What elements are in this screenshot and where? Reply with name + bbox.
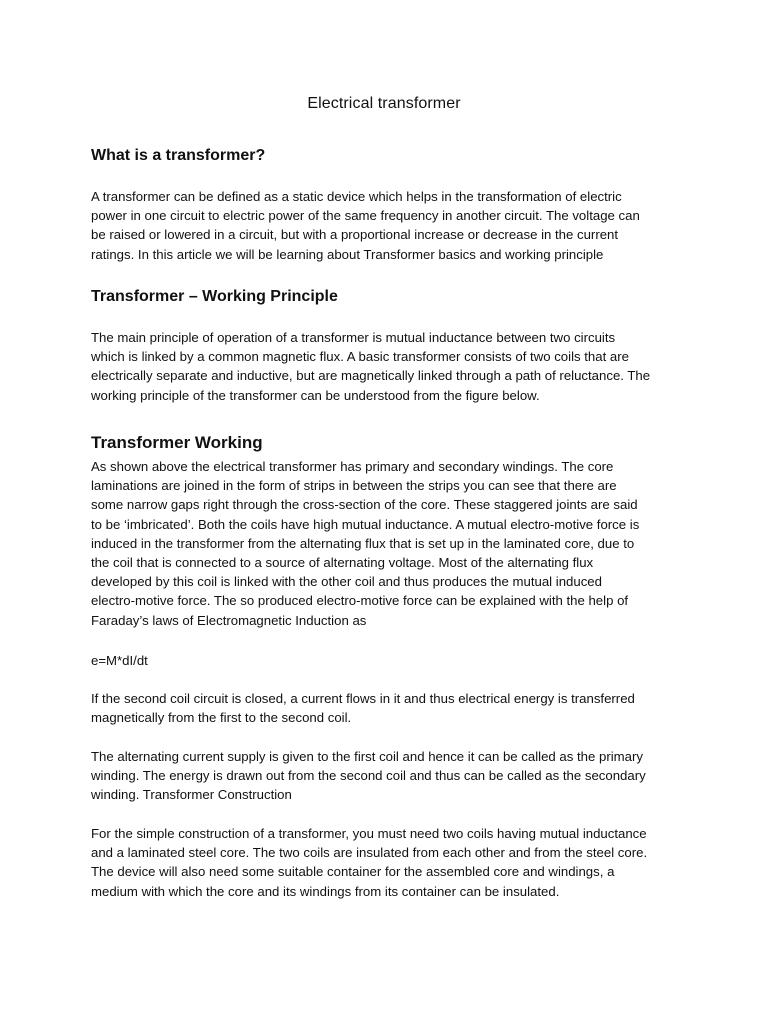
- text-line: which is linked by a common magnetic flux. A basic transformer consists of two coils that are: [91, 349, 629, 365]
- page-title: Electrical transformer: [307, 95, 461, 112]
- text-line: winding. Transformer Construction: [91, 787, 292, 803]
- formula-emf: [91, 651, 691, 670]
- text-line: laminations are joined in the form of strips in between the strips you can see that there are: [91, 478, 617, 494]
- paragraph-definition: [91, 187, 691, 264]
- text-line: developed by this coil is linked with the other coil and thus produces the mutual induced: [91, 574, 602, 590]
- paragraph-second-coil: [91, 689, 691, 727]
- text-line: The device will also need some suitable container for the assembled core and windings, a: [91, 864, 615, 880]
- text-line: working principle of the transformer can be understood from the figure below.: [91, 387, 540, 403]
- text-line: the coil that is connected to a source of alternating voltage. Most of the alternating flux: [91, 555, 594, 571]
- text-line: electrically separate and inductive, but are magnetically linked through a path of reluctance. The: [91, 368, 651, 384]
- text-line: be raised or lowered in a circuit, but with a proportional increase or decrease in the current: [91, 227, 619, 243]
- text-line: If the second coil circuit is closed, a current flows in it and thus electrical energy is transferred: [91, 691, 635, 706]
- text-line: winding. The energy is drawn out from the second coil and thus can be called as the secondary: [91, 768, 646, 784]
- text-line: medium with which the core and its windings from its container can be insulated.: [91, 883, 560, 899]
- paragraph-transformer-working: [91, 457, 691, 630]
- text-line: As shown above the electrical transformer has primary and secondary windings. The core: [91, 459, 614, 474]
- text-line: The alternating current supply is given to the first coil and hence it can be called as the primary: [91, 749, 643, 764]
- text-line: e=M*dI/dt: [91, 653, 148, 668]
- section-heading-transformer-working: Transformer Working: [91, 433, 263, 452]
- paragraph-ac-supply: [91, 747, 691, 805]
- section-heading-what-is-transformer: What is a transformer?: [91, 147, 266, 164]
- text-line: ratings. In this article we will be learning about Transformer basics and working principle: [91, 246, 604, 262]
- text-line: Faraday’s laws of Electromagnetic Induction as: [91, 612, 367, 628]
- text-line: to be ‘imbricated’. Both the coils have high mutual inductance. A mutual electro-motive force is: [91, 516, 640, 532]
- paragraph-working-principle: [91, 328, 691, 405]
- text-line: For the simple construction of a transformer, you must need two coils having mutual inductance: [91, 826, 647, 841]
- text-line: and a laminated steel core. The two coils are insulated from each other and from the steel core.: [91, 845, 648, 861]
- text-line: The main principle of operation of a transformer is mutual inductance between two circuits: [91, 330, 616, 345]
- text-line: power in one circuit to electric power of the same frequency in another circuit. The voltage can: [91, 208, 640, 224]
- text-line: electro-motive force. The so produced electro-motive force can be explained with the help of: [91, 593, 629, 609]
- text-line: some narrow gaps right through the cross-section of the core. These staggered joints are said: [91, 497, 638, 513]
- text-line: A transformer can be defined as a static device which helps in the transformation of electric: [91, 189, 622, 204]
- text-line: magnetically from the first to the second coil.: [91, 710, 352, 726]
- section-heading-working-principle: Transformer – Working Principle: [91, 288, 338, 305]
- text-line: induced in the transformer from the alternating flux that is set up in the laminated core, due to: [91, 535, 635, 551]
- paragraph-construction: [91, 824, 691, 901]
